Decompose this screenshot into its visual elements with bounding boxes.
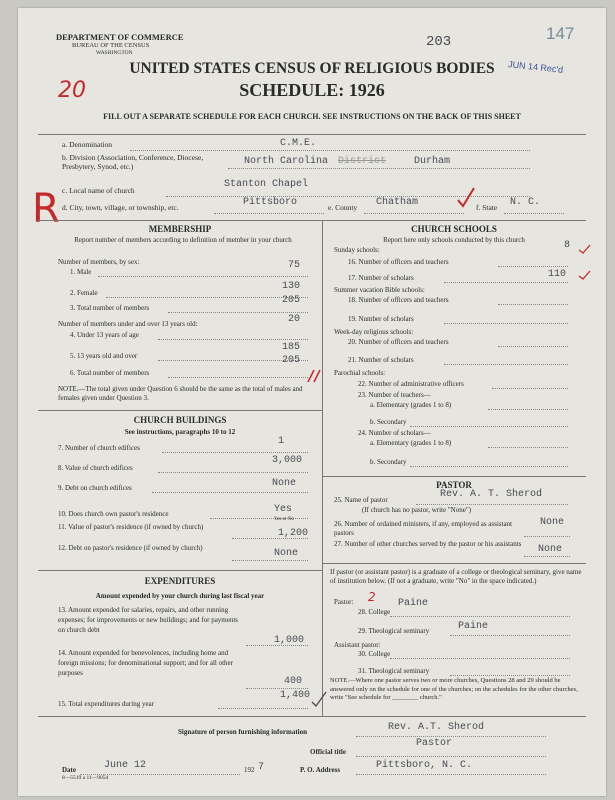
county-value: Chatham bbox=[376, 197, 419, 208]
edifices-label: 7. Number of church edifices bbox=[58, 444, 140, 452]
po-address-value: Pittsboro, N. C. bbox=[376, 760, 473, 771]
edifices-value: 1 bbox=[278, 436, 285, 447]
residence-value-label: 11. Value of pastor's residence (if owned by church) bbox=[58, 523, 204, 531]
census-schedule-page: DEPARTMENT OF COMMERCE BUREAU OF THE CENSUS WASHINGTON 203 147 JUN 14 Rec'd 20 UNITED STATES CENSUS OF RELIGIOUS BODIES SCHEDULE: 1926 FILL OUT A SEPARATE SCHEDULE FOR EACH CHURCH. SEE INSTRUCTIONS ON THE BACK OF THIS SHEET R a. Denomination C.M.E. b. Division (Association, Conference, Diocese, Presbytery, Synod, etc.) North Carolina District Durham c. Local name of church Stanton Chapel d. City, town, village, or township, etc. Pittsboro e. County Chatham f. State N. C. MEMBERSHIP Report number of members according to definition of member in your church Number of members, by sex: 1. Male 75 2. Female 130 3. Total number of members 205 Number of members under and over 13 years old: 4. Under 13 years of age 20 5. 13 years old and over 185 6. Total number of members 205 NOTE.—The total given under Question 6 should be the same as the total of males and females given under Question 3. CHURCH BUILDINGS See instructions, paragraphs 10 to 12 7. Number of church edifices 1 8. Value of church edifices 3,000 9. Debt on church edifices None 10. Does church own pastor's residence Yes Yes or No 11. Value of pastor's residence (if owned by church) 1,200 12. Debt on pastor's residence (if owned by church) None EXPENDITURES Amount expended by your church during last fiscal year 13. Amount expended for salaries, repairs, and other running expenses; for improvements or new buildings; and for payments on church debt 1,000 14. Amount expended for benevolences, including home and foreign missions; for denominational support; and for all other purposes 400 15. Total expenditures during year 1,400 CHURCH SCHOOLS Report here only schools conducted by this church Sunday schools: 8 16. Number of officers and teachers 17. Number of scholars 110 Summer vacation Bible schools: 18. Number of officers and teachers 19. Number of scholars Week-day religious schools: 20. Number of officers and teachers 21. Number of scholars Parochial schools: 22. Number of administrative officers 23. Number of teachers— a. Elementary (grades 1 to 8) b. Secondary 24. Number of scholars— a. Elementary (grades 1 to 8) b. Secondary PASTOR 25. Name of pastor Rev. A. T. Sherod (If church has no pastor, write "None") 26. Number of ordained ministers, if any, employed as assistant pastors None 27. Number of other churches served by the pastor or his assistants None If pastor (or assistant pastor) is a graduate of a college or theological seminary, give name of institution below. (If not a graduate, write "No" in the space indicated.) Pastor: 2 28. College Paine 29. Theological seminary Paine Assistant pastor: 30. College 31. Theological seminary NOTE.—Where one pastor serves two or more churches, Questions 28 and 29 should be answered only on the schedule for one of the churches; on the schedules for the other churches, write "See schedule for ________ church." Signature of person furnishing information Rev. A.T. Sherod Official title Pastor Date June 12 192 7 P. O. Address Pittsboro, N. C. 8—5519 a 11—9054 bbox=[18, 8, 606, 796]
date-value: June 12 bbox=[104, 760, 147, 771]
form-title: UNITED STATES CENSUS OF RELIGIOUS BODIES bbox=[129, 60, 495, 77]
sunday-schools-count: 8 bbox=[564, 240, 571, 251]
under13-value: 20 bbox=[288, 314, 301, 325]
female-value: 130 bbox=[282, 281, 301, 292]
q28-label: 28. College bbox=[358, 608, 391, 616]
asst-sub-label: Assistant pastor: bbox=[334, 641, 381, 649]
edifice-value-value: 3,000 bbox=[272, 455, 303, 466]
expenditures-sub: Amount expended by your church during last fiscal year bbox=[95, 592, 265, 600]
schools-heading: CHURCH SCHOOLS bbox=[411, 224, 497, 234]
division-value-2: Durham bbox=[414, 156, 451, 167]
edifice-debt-value: None bbox=[272, 478, 297, 489]
division-value-1: North Carolina bbox=[244, 156, 329, 167]
q27-value: None bbox=[538, 544, 563, 555]
state-value: N. C. bbox=[510, 197, 541, 208]
city-value: Pittsboro bbox=[243, 197, 298, 208]
q23a-label: a. Elementary (grades 1 to 8) bbox=[370, 401, 452, 409]
q24a-label: a. Elementary (grades 1 to 8) bbox=[370, 439, 452, 447]
graduate-note: If pastor (or assistant pastor) is a graduate of a college or theological seminary, give name of institution below. (If not a graduate, write "No" in the space indicated.) bbox=[330, 568, 582, 585]
age-heading: Number of members under and over 13 years old: bbox=[58, 320, 198, 328]
under13-label: 4. Under 13 years of age bbox=[70, 331, 139, 339]
division-struck: District bbox=[338, 156, 387, 167]
official-title-label: Official title bbox=[310, 748, 346, 756]
corner-number: 147 bbox=[546, 24, 575, 43]
pastor-note: NOTE.—Where one pastor serves two or more churches, Questions 28 and 29 should be answered only on the schedule for one of the churches; on the schedules for the other churches, write "See schedule for ________ church." bbox=[330, 677, 578, 701]
tally-icon bbox=[306, 368, 326, 384]
form-number: 203 bbox=[426, 34, 452, 50]
membership-intro: Report number of members according to definition of member in your church bbox=[74, 236, 292, 244]
form-code: 8—5519 a 11—9054 bbox=[62, 775, 109, 781]
received-stamp: JUN 14 Rec'd bbox=[507, 59, 564, 75]
pastor-sub-label: Pastor: bbox=[334, 598, 354, 606]
q23b-label: b. Secondary bbox=[370, 418, 407, 426]
buildings-heading: CHURCH BUILDINGS bbox=[133, 415, 227, 425]
checkmark-icon bbox=[578, 270, 592, 280]
church-name-label: c. Local name of church bbox=[62, 186, 135, 195]
county-label: e. County bbox=[328, 203, 358, 212]
total-value-3: 205 bbox=[282, 295, 301, 306]
q19-label: 19. Number of scholars bbox=[348, 315, 414, 323]
form-subtitle: SCHEDULE: 1926 bbox=[239, 80, 385, 100]
buildings-sub: See instructions, paragraphs 10 to 12 bbox=[124, 428, 236, 436]
q30-label: 30. College bbox=[358, 650, 391, 658]
q26-label: 26. Number of ordained ministers, if any, employed as assistant pastors bbox=[334, 520, 513, 537]
date-label: Date bbox=[62, 766, 76, 774]
city-label-field: d. City, town, village, or township, etc. bbox=[62, 203, 179, 212]
edifice-value-label: 8. Value of church edifices bbox=[58, 464, 133, 472]
q28-value: Paine bbox=[398, 598, 429, 609]
bureau-label: BUREAU OF THE CENSUS bbox=[72, 42, 150, 49]
yes-or-no-hint: Yes or No bbox=[274, 517, 295, 522]
year-prefix: 192 bbox=[244, 766, 255, 774]
over13-value: 185 bbox=[282, 342, 301, 353]
running-expenses-label: 13. Amount expended for salaries, repairs, and other running expenses; for improvements or new buildings; and for payments on church debt bbox=[58, 606, 239, 634]
membership-note: NOTE.—The total given under Question 6 should be the same as the total of males and females given under Question 3. bbox=[58, 385, 303, 402]
pastor-heading: PASTOR bbox=[436, 480, 472, 490]
q27-label: 27. Number of other churches served by the pastor or his assistants bbox=[334, 540, 522, 548]
checkmark-icon bbox=[456, 186, 476, 210]
by-sex-heading: Number of members, by sex: bbox=[58, 258, 140, 266]
over13-label: 5. 13 years old and over bbox=[70, 352, 138, 360]
q25-label: 25. Name of pastor bbox=[334, 496, 388, 504]
q25-note: (If church has no pastor, write "None") bbox=[362, 506, 472, 514]
total-expenditures-label: 15. Total expenditures during year bbox=[58, 700, 154, 708]
q22-label: 22. Number of administrative officers bbox=[358, 380, 464, 388]
signature-value: Rev. A.T. Sherod bbox=[388, 722, 485, 733]
official-title-value: Pastor bbox=[416, 738, 453, 749]
owns-residence-label: 10. Does church own pastor's residence bbox=[58, 510, 169, 518]
benevolences-value: 400 bbox=[284, 676, 303, 687]
q24-label: 24. Number of scholars— bbox=[358, 429, 431, 437]
q29-label: 29. Theological seminary bbox=[358, 627, 430, 635]
summer-heading: Summer vacation Bible schools: bbox=[334, 286, 425, 294]
edifice-debt-label: 9. Debt on church edifices bbox=[58, 484, 132, 492]
total-label-3: 3. Total number of members bbox=[70, 304, 150, 312]
year-suffix: 7 bbox=[258, 762, 265, 773]
po-address-label: P. O. Address bbox=[300, 766, 341, 774]
checkmark-icon bbox=[310, 690, 330, 708]
total-value-6: 205 bbox=[282, 355, 301, 366]
residence-value-value: 1,200 bbox=[278, 528, 309, 539]
sunday-schools-heading: Sunday schools: bbox=[334, 246, 380, 254]
margin-mark: R bbox=[32, 186, 60, 232]
q29-value: Paine bbox=[458, 621, 489, 632]
denomination-value: C.M.E. bbox=[280, 138, 317, 149]
q16-label: 16. Number of officers and teachers bbox=[348, 258, 449, 266]
total-label-6: 6. Total number of members bbox=[70, 369, 150, 377]
q23-label: 23. Number of teachers— bbox=[358, 391, 431, 399]
residence-debt-value: None bbox=[274, 548, 299, 559]
total-expenditures-value: 1,400 bbox=[280, 690, 311, 701]
female-label: 2. Female bbox=[70, 289, 98, 297]
denomination-label: a. Denomination bbox=[62, 140, 112, 149]
church-name-value: Stanton Chapel bbox=[224, 179, 309, 190]
membership-heading: MEMBERSHIP bbox=[148, 224, 212, 234]
q17-label: 17. Number of scholars bbox=[348, 274, 414, 282]
signature-label: Signature of person furnishing information bbox=[178, 728, 307, 736]
q24b-label: b. Secondary bbox=[370, 458, 407, 466]
dept-label: DEPARTMENT OF COMMERCE bbox=[56, 32, 184, 42]
weekday-heading: Week-day religious schools: bbox=[334, 328, 414, 336]
q17-value: 110 bbox=[548, 269, 567, 280]
q31-label: 31. Theological seminary bbox=[358, 667, 430, 675]
running-expenses-value: 1,000 bbox=[274, 635, 305, 646]
q21-label: 21. Number of scholars bbox=[348, 356, 414, 364]
owns-residence-value: Yes bbox=[274, 504, 293, 515]
benevolences-label: 14. Amount expended for benevolences, including home and foreign missions; for denominational support; and for all other purposes bbox=[58, 649, 233, 677]
male-label: 1. Male bbox=[70, 268, 92, 276]
checkmark-icon bbox=[578, 244, 592, 254]
parochial-heading: Parochial schools: bbox=[334, 369, 386, 377]
residence-debt-label: 12. Debt on pastor's residence (if owned by church) bbox=[58, 544, 203, 552]
division-label: b. Division (Association, Conference, Diocese, Presbytery, Synod, etc.) bbox=[62, 153, 204, 171]
q25-value: Rev. A. T. Sherod bbox=[440, 489, 543, 500]
q20-label: 20. Number of officers and teachers bbox=[348, 338, 449, 346]
schools-intro: Report here only schools conducted by this church bbox=[383, 236, 525, 244]
form-instruction: FILL OUT A SEPARATE SCHEDULE FOR EACH CHURCH. SEE INSTRUCTIONS ON THE BACK OF THIS SHEET bbox=[103, 112, 521, 121]
city-label: WASHINGTON bbox=[96, 50, 133, 56]
male-value: 75 bbox=[288, 260, 301, 271]
expenditures-heading: EXPENDITURES bbox=[144, 576, 216, 586]
state-label: f. State bbox=[476, 203, 498, 212]
handwritten-number: 20 bbox=[58, 78, 86, 103]
q18-label: 18. Number of officers and teachers bbox=[348, 296, 449, 304]
q26-value: None bbox=[540, 517, 565, 528]
